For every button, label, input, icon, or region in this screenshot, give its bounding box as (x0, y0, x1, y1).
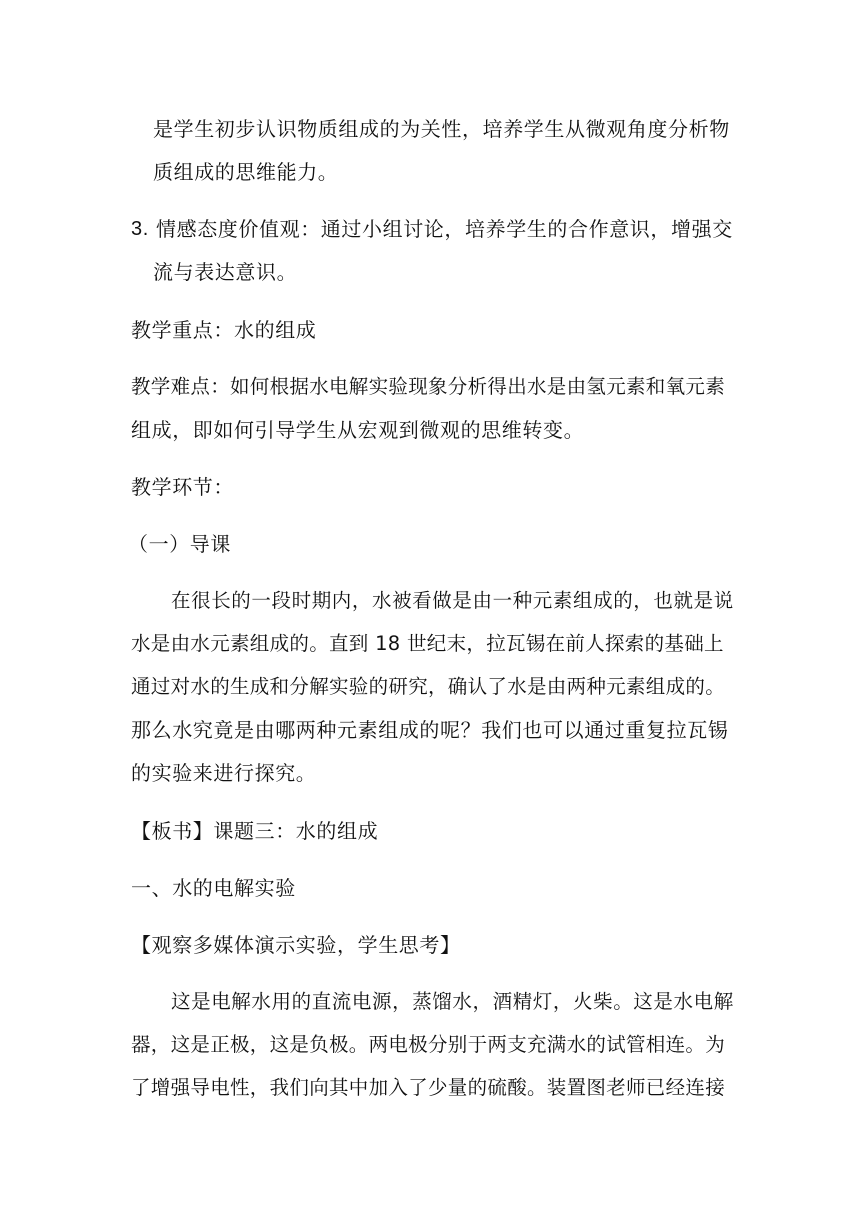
objectives-line-2: 质组成的思维能力。 (153, 160, 339, 184)
sections-label: 教学环节： (131, 475, 234, 499)
item-3-line-2: 流与表达意识。 (153, 260, 298, 284)
objectives-line-1: 是学生初步认识物质组成的为关性，培养学生从微观角度分析物 (153, 117, 730, 141)
intro-line-2: 水是由水元素组成的。直到 18 世纪末，拉瓦锡在前人探索的基础上 (131, 632, 724, 655)
demo-line-3: 了增强导电性，我们向其中加入了少量的硫酸。装置图老师已经连接 (131, 1076, 726, 1099)
item-3-number: 3. (131, 218, 149, 240)
intro-line-3: 通过对水的生成和分解实验的研究，确认了水是由两种元素组成的。 (131, 675, 726, 698)
demo-line-2: 器，这是正极，这是负极。两电极分别于两支充满水的试管相连。为 (131, 1033, 726, 1056)
demo-line-1: 这是电解水用的直流电源，蒸馏水，酒精灯，火柴。这是水电解 (171, 990, 734, 1013)
key-point: 教学重点：水的组成 (131, 318, 317, 342)
intro-line-4: 那么水究竟是由哪两种元素组成的呢？我们也可以通过重复拉瓦锡 (131, 718, 729, 742)
item-3-line-1: 情感态度价值观：通过小组讨论，培养学生的合作意识，增强交 (156, 217, 733, 241)
intro-line-5: 的实验来进行探究。 (131, 761, 317, 785)
part-1-heading: 一、水的电解实验 (131, 876, 296, 900)
intro-line-1: 在很长的一段时期内，水被看做是由一种元素组成的，也就是说 (171, 589, 734, 612)
board-heading: 【板书】课题三：水的组成 (131, 819, 379, 843)
difficulty-line-1: 教学难点：如何根据水电解实验现象分析得出水是由氢元素和氧元素 (131, 375, 726, 398)
difficulty-line-2: 组成，即如何引导学生从宏观到微观的思维转变。 (131, 418, 585, 442)
intro-heading: （一）导课 (128, 532, 231, 556)
observe-heading: 【观察多媒体演示实验，学生思考】 (131, 933, 461, 957)
